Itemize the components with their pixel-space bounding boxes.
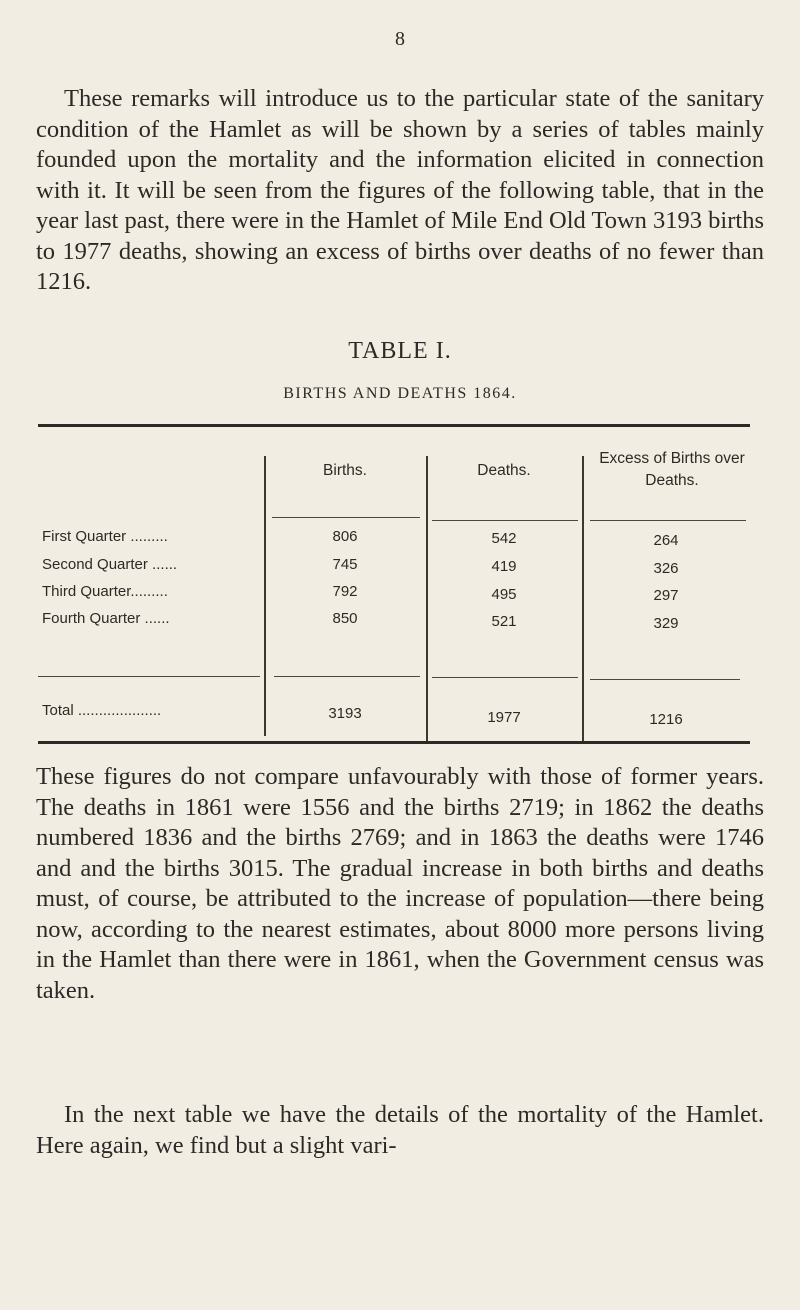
total-rule <box>590 679 740 680</box>
cell-deaths: 495 <box>491 586 517 603</box>
cell-total-births: 3193 <box>328 705 362 722</box>
total-rule <box>432 677 578 678</box>
table-bottom-rule <box>38 741 750 744</box>
cell-births: 850 <box>332 610 358 627</box>
cell-total-excess: 1216 <box>649 711 683 728</box>
header-rule <box>432 520 578 521</box>
row-label-first-quarter: First Quarter ......... <box>42 528 168 545</box>
row-label-fourth-quarter: Fourth Quarter ...... <box>42 610 170 627</box>
cell-births: 806 <box>332 528 358 545</box>
cell-excess: 326 <box>653 560 679 577</box>
cell-deaths: 419 <box>491 558 517 575</box>
header-deaths: Deaths. <box>477 462 531 479</box>
header-rule <box>590 520 746 521</box>
cell-excess: 297 <box>653 587 679 604</box>
row-label-total: Total .................... <box>42 702 162 719</box>
cell-excess: 329 <box>653 615 679 632</box>
table-subtitle: BIRTHS AND DEATHS 1864. <box>283 385 517 402</box>
births-deaths-table <box>38 424 750 744</box>
closing-paragraph: In the next table we have the details of the mortality of the Hamlet. Here again, we find but a slight vari- <box>36 1101 764 1159</box>
cell-excess: 264 <box>653 532 679 549</box>
figures-paragraph: These figures do not compare unfavourably with those of former years. The deaths in 1861 were 1556 and the births 2719; in 1862 the deaths numbered 1836 and the births 2769; and in 1863 the deaths were 1746 and and the births 3015. The gradual increase in both births and deaths must, of course, be attributed to the increase of population—there being now, according to the nearest estimates, about 8000 more persons living in the Hamlet than there were in 1861, when the Government census was taken. <box>36 763 764 1004</box>
row-label-third-quarter: Third Quarter......... <box>42 583 168 600</box>
cell-total-deaths: 1977 <box>487 709 521 726</box>
page-number: 8 <box>395 28 405 50</box>
row-label-second-quarter: Second Quarter ...... <box>42 556 178 573</box>
header-excess: Excess of Births over Deaths. <box>599 450 745 489</box>
cell-births: 792 <box>332 583 358 600</box>
table-top-rule <box>38 424 750 427</box>
total-rule <box>38 676 260 677</box>
intro-paragraph: These remarks will introduce us to the particular state of the sanitary condition of the Hamlet as will be shown by a series of tables mainly founded upon the mortality and the information elicited in connection with it. It will be seen from the figures of the following table, that in the year last past, there were in the Hamlet of Mile End Old Town 3193 births to 1977 deaths, showing an excess of births over deaths of no fewer than 1216. <box>36 85 764 295</box>
cell-births: 745 <box>332 556 358 573</box>
table-title: TABLE I. <box>348 338 452 364</box>
header-births: Births. <box>323 462 367 479</box>
total-rule <box>274 676 420 677</box>
cell-deaths: 542 <box>491 530 517 547</box>
cell-deaths: 521 <box>491 613 517 630</box>
header-rule <box>272 517 420 518</box>
